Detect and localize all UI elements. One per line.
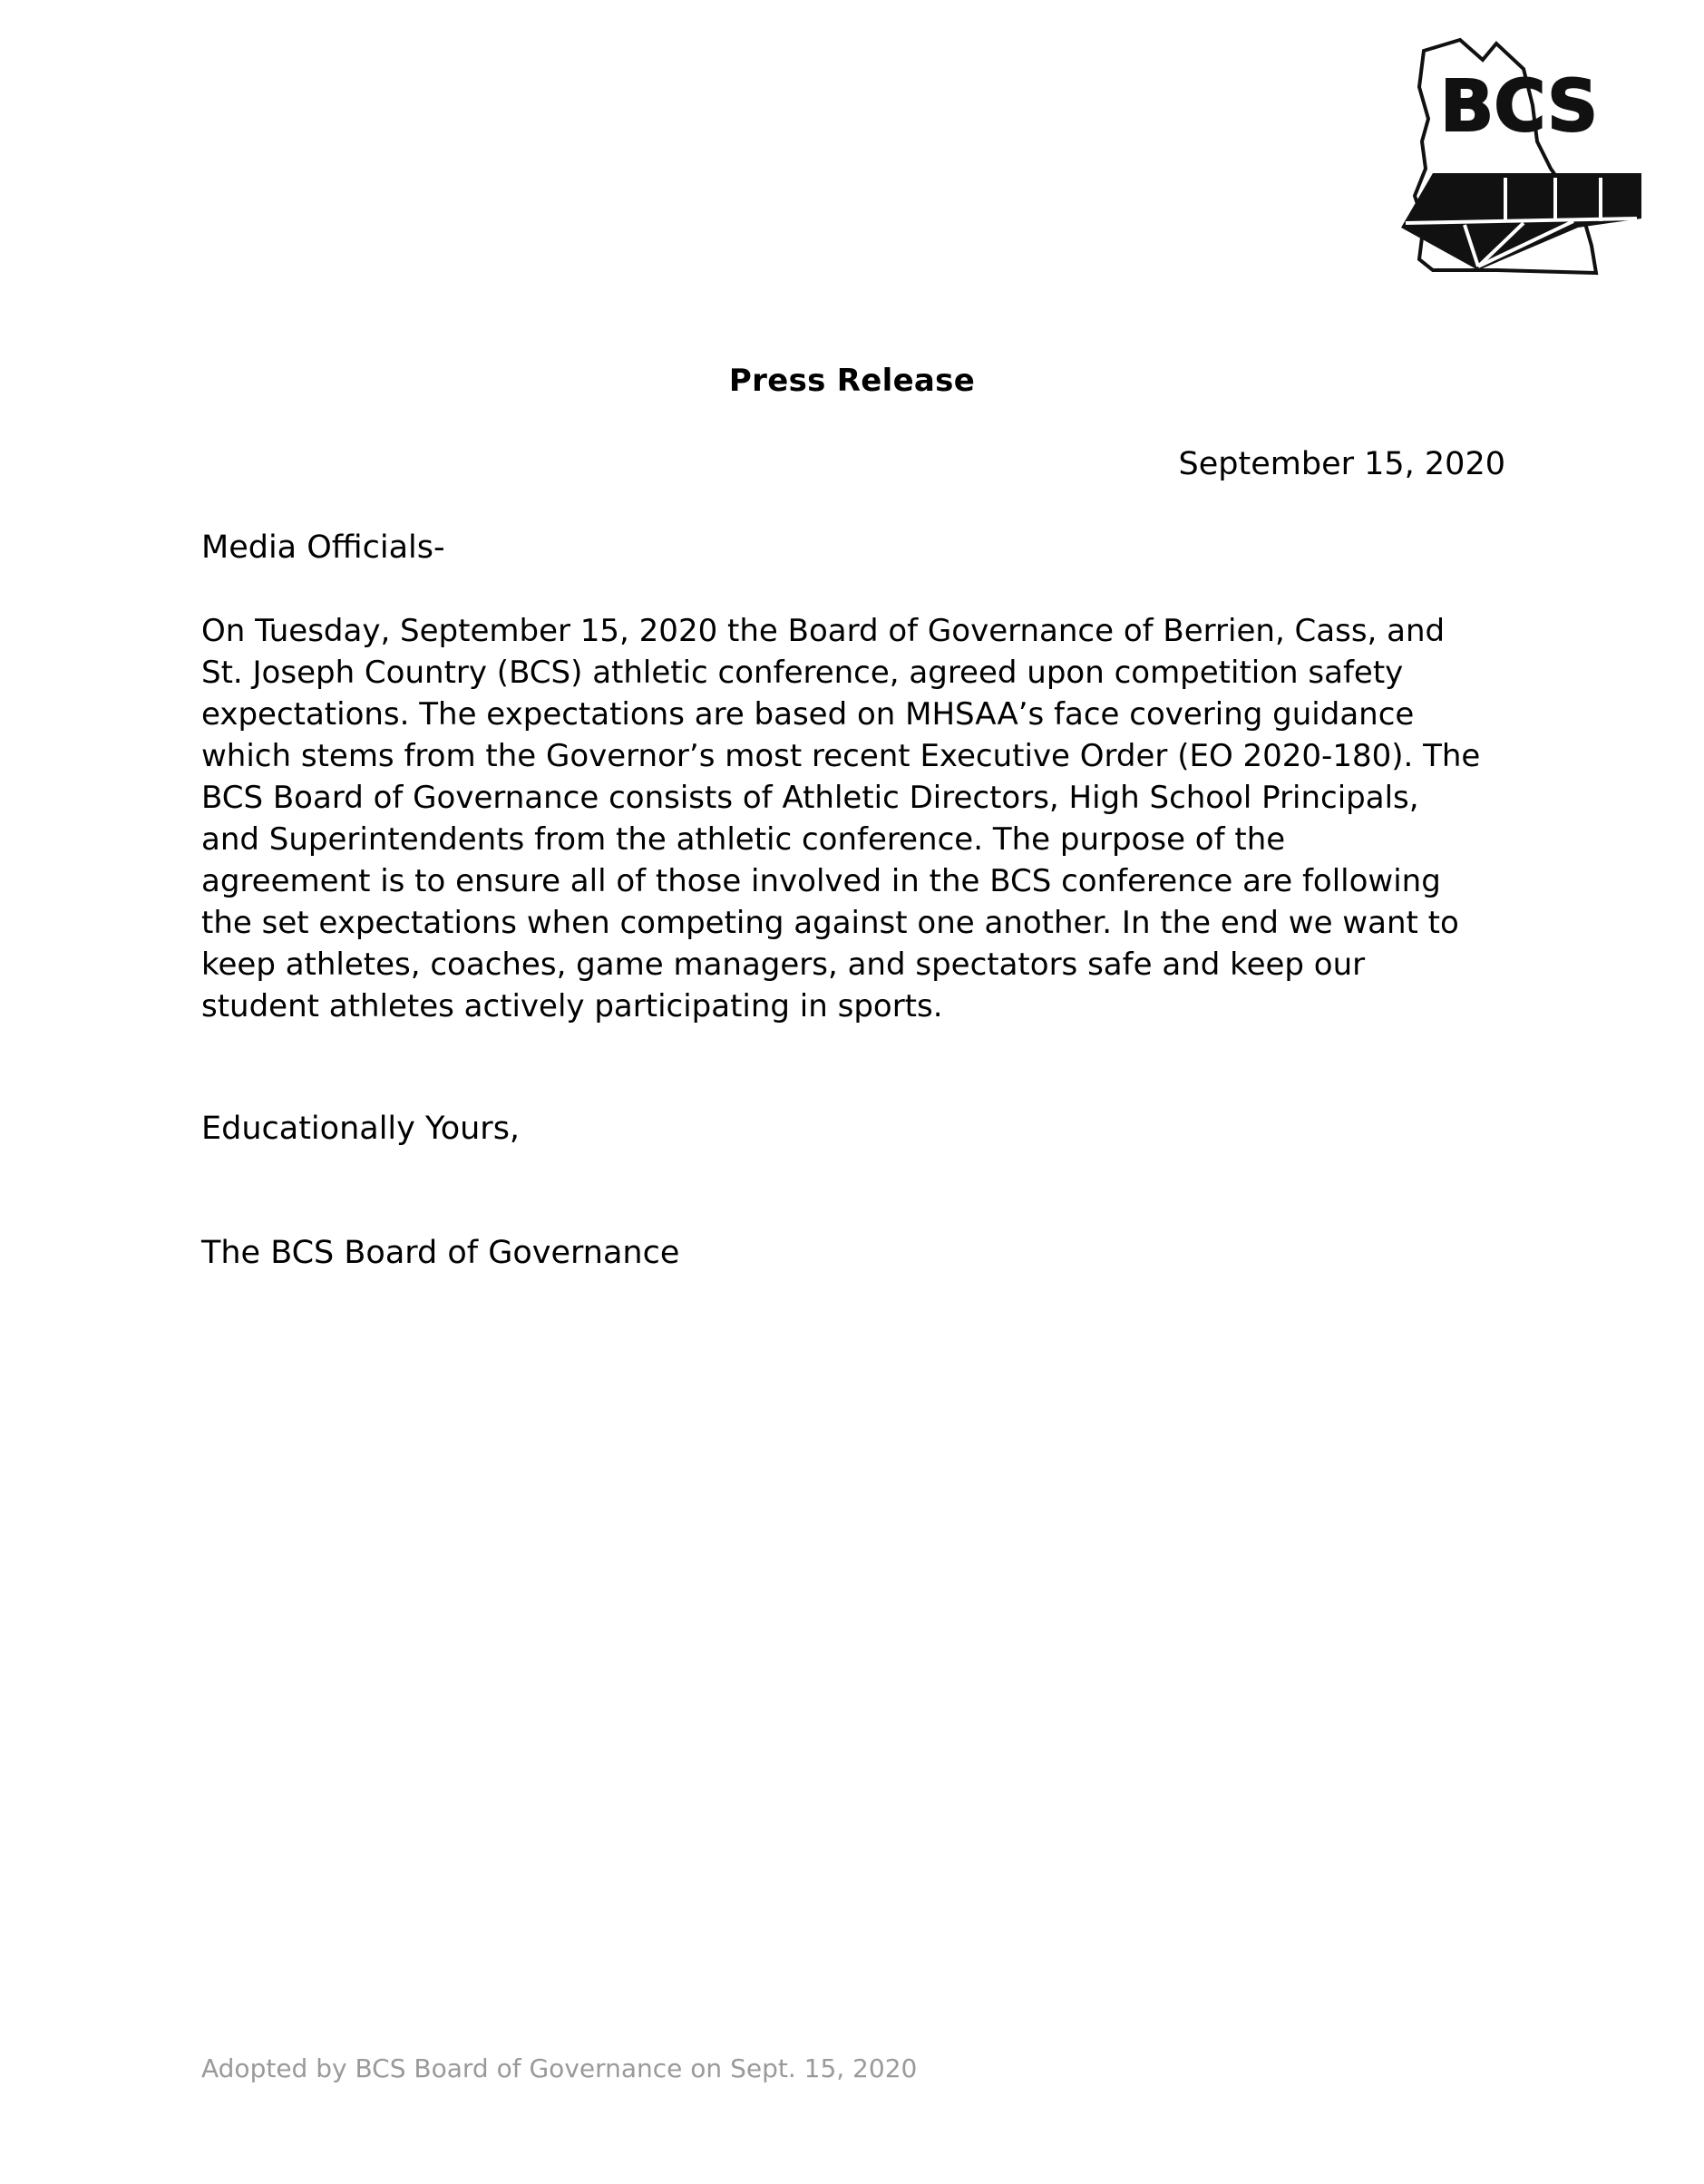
body-line: agreement is to ensure all of those involved in the BCS conference are following — [201, 863, 1441, 899]
body-line: which stems from the Governor’s most recent Executive Order (EO 2020-180). The — [201, 738, 1481, 774]
body-line: BCS Board of Governance consists of Athletic Directors, High School Principals, — [201, 780, 1419, 816]
body-paragraph — [201, 610, 1512, 1027]
signature: The BCS Board of Governance — [201, 1235, 680, 1271]
bcs-logo — [1397, 33, 1650, 286]
salutation: Media Officials- — [201, 529, 445, 566]
body-line: student athletes actively participating in sports. — [201, 988, 943, 1024]
body-line: St. Joseph Country (BCS) athletic conference, agreed upon competition safety — [201, 655, 1404, 691]
footer-note: Adopted by BCS Board of Governance on Sept. 15, 2020 — [201, 2053, 918, 2083]
body-line: and Superintendents from the athletic conference. The purpose of the — [201, 821, 1286, 858]
body-line: keep athletes, coaches, game managers, and spectators safe and keep our — [201, 946, 1366, 983]
body-line: expectations. The expectations are based on MHSAA’s face covering guidance — [201, 696, 1415, 733]
closing: Educationally Yours, — [201, 1111, 521, 1147]
page-title: Press Release — [728, 363, 976, 399]
logo-text: BCS — [1439, 66, 1599, 148]
body-line: On Tuesday, September 15, 2020 the Board of Governance of Berrien, Cass, and — [201, 613, 1446, 649]
body-line: the set expectations when competing against one another. In the end we want to — [201, 905, 1459, 941]
document-date: September 15, 2020 — [1178, 446, 1505, 482]
bcs-logo-graphic — [1397, 33, 1650, 286]
